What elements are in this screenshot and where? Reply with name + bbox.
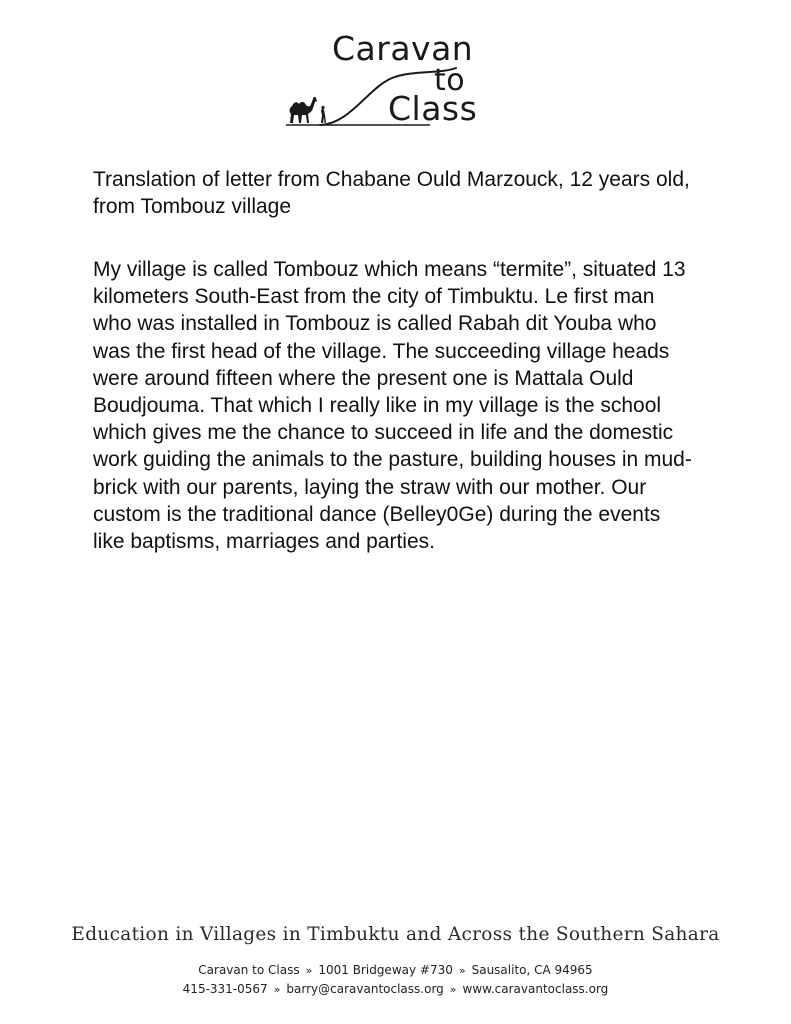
logo-text-caravan: Caravan: [332, 29, 474, 68]
logo-text-to: to: [434, 63, 466, 98]
footer-phone: 415-331-0567: [182, 982, 268, 996]
footer-address-line: [0, 963, 791, 977]
letter-title: Translation of letter from Chabane Ould Marzouck, 12 years old, from Tombouz village: [93, 168, 690, 218]
footer-separator: »: [305, 964, 313, 977]
footer-address: 1001 Bridgeway #730: [318, 963, 453, 977]
footer-email: barry@caravantoclass.org: [286, 982, 444, 996]
caravan-to-class-logo: [280, 28, 500, 138]
footer-contact-line: [0, 982, 791, 996]
footer-tagline: Education in Villages in Timbuktu and Across the Southern Sahara: [71, 924, 720, 945]
footer-city: Sausalito, CA 94965: [471, 963, 593, 977]
footer-separator: »: [458, 964, 466, 977]
footer-website: www.caravantoclass.org: [462, 982, 609, 996]
footer-separator: »: [449, 983, 457, 996]
logo-text-class: Class: [388, 89, 478, 128]
footer-separator: »: [273, 983, 281, 996]
footer-org-name: Caravan to Class: [198, 963, 300, 977]
letter-body: My village is called Tombouz which means “termite”, situated 13 kilometers South-East from the city of Timbuktu. Le first man who was installed in Tombouz is called Rabah dit Youba who was the first head of the village. The succeeding village heads were around fifteen where the present one is Mattala Ould Boudjouma. That which I really like in my village is the school which gives me the chance to succeed in life and the domestic work guiding the animals to the pasture, building houses in mud-brick with our parents, laying the straw with our mother. Our custom is the traditional dance (Belley0Ge) during the events like baptisms, marriages and parties.: [93, 258, 692, 554]
